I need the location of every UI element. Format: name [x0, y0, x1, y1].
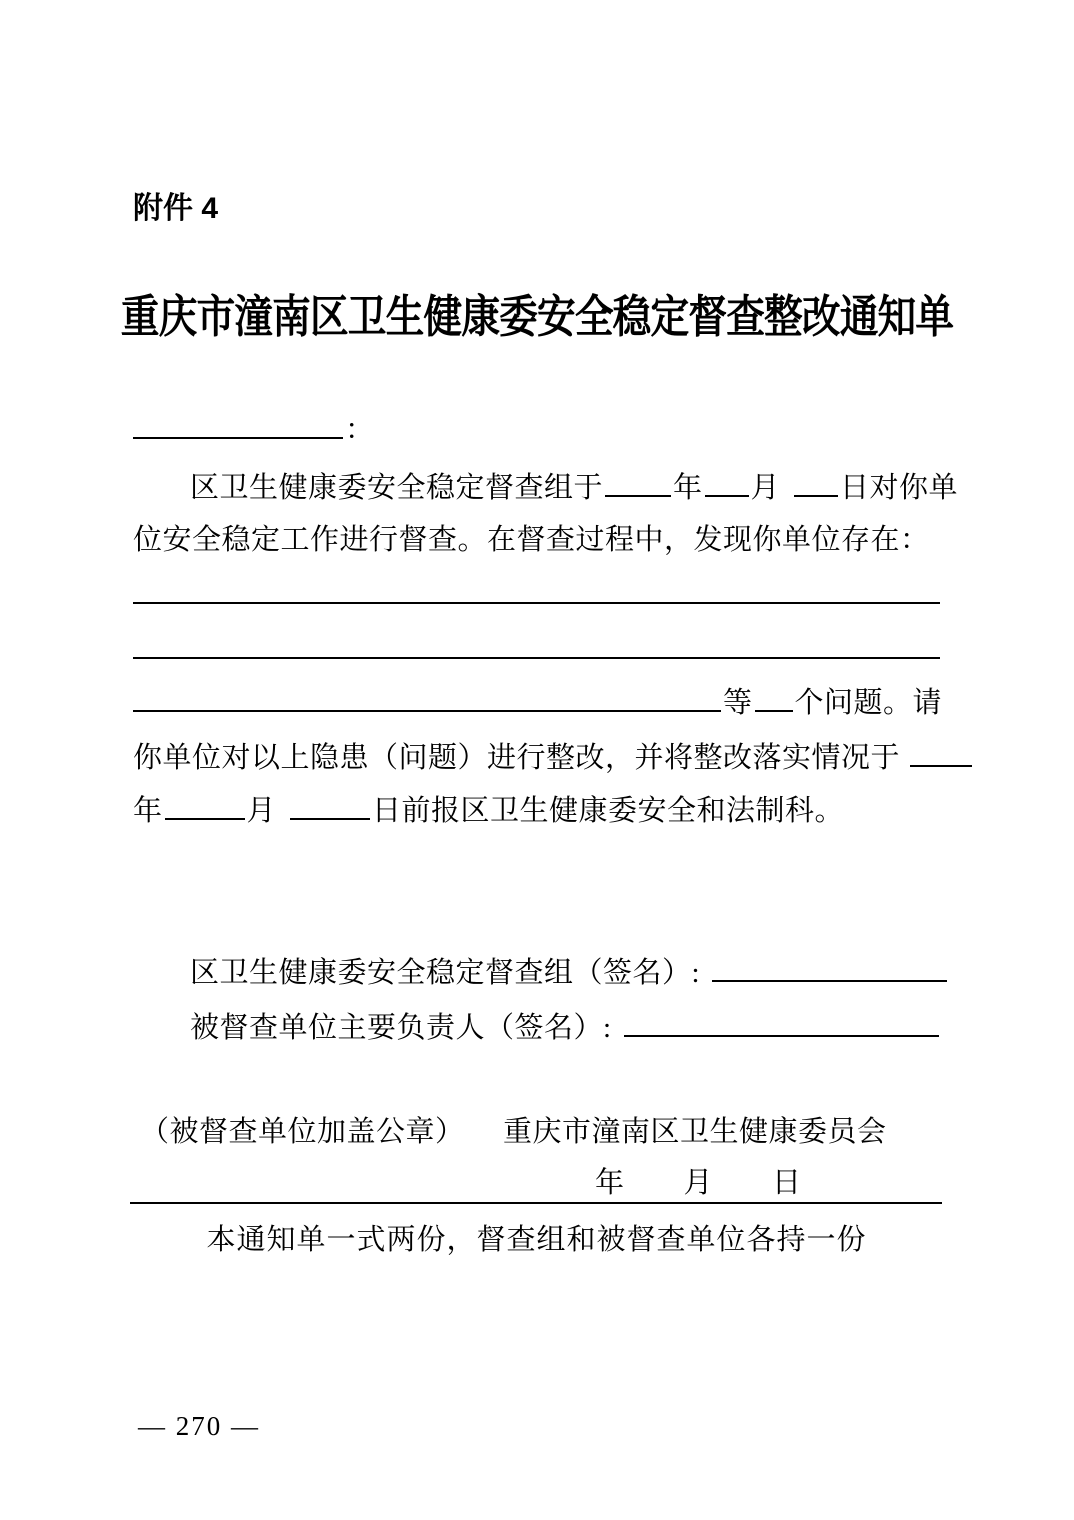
problems-blank-line-3: [133, 681, 721, 712]
body-line-6: [133, 736, 940, 779]
stamp-date-line: [595, 1162, 802, 1204]
day-label-and-text: 日对你单: [840, 472, 959, 504]
deadline-year-blank: [910, 736, 972, 767]
body-line-1-text: 区卫生健康委安全稳定督查组于: [190, 472, 604, 504]
addressee-blank: [133, 408, 343, 439]
year-label: 年: [673, 472, 703, 504]
seal-note: [140, 1111, 465, 1153]
addressee-line: [133, 408, 940, 451]
deadline-day-blank: [290, 789, 370, 820]
seal-note-text: （被督查单位加盖公章）: [140, 1116, 465, 1148]
footer-note: [133, 1219, 940, 1261]
document-title-row: [0, 287, 1074, 358]
attachment-label: 附件 4: [133, 192, 219, 225]
addressee-colon: ：: [345, 414, 375, 446]
unit-signature-blank: [624, 1006, 939, 1037]
month-label: 月: [750, 472, 781, 504]
inspector-signature-blank: [712, 951, 947, 982]
body-line-7: [133, 789, 940, 832]
stamp-date-text: 年 月 日: [595, 1167, 802, 1199]
day-blank: [794, 466, 838, 497]
unit-signature-line: [190, 1006, 941, 1049]
body-line-6-text: 你单位对以上隐患（问题）进行整改，并将整改落实情况于: [133, 742, 901, 774]
page-number: [138, 1408, 260, 1444]
inspector-signature-line: [190, 951, 949, 994]
authority-name-text: 重庆市潼南区卫生健康委员会: [503, 1116, 887, 1148]
body-line-5-text: 个问题。请: [794, 687, 943, 719]
body-line-2: [133, 519, 940, 561]
document-title: 重庆市潼南区卫生健康委安全稳定督查整改通知单: [120, 292, 954, 342]
body-line-2-text: 位安全稳定工作进行督查。在督查过程中，发现你单位存在：: [133, 524, 930, 556]
problems-blank-line-2: [133, 627, 940, 659]
deadline-month-label: 月: [246, 795, 277, 827]
unit-signature-label: 被督查单位主要负责人（签名）:: [190, 1012, 612, 1044]
deadline-year-label: 年: [133, 795, 163, 827]
footer-note-text: 本通知单一式两份，督查组和被督查单位各持一份: [206, 1224, 867, 1256]
authority-name: [503, 1111, 887, 1153]
page-number-text: — 270 —: [138, 1411, 260, 1441]
deng-label: 等: [723, 687, 753, 719]
year-blank: [605, 466, 671, 497]
body-line-1: [133, 466, 959, 509]
problem-count-blank: [755, 681, 793, 712]
body-line-7-text: 日前报区卫生健康委安全和法制科。: [372, 795, 845, 827]
body-line-5: [133, 681, 943, 724]
problems-blank-line-1: [133, 572, 940, 604]
deadline-month-blank: [165, 789, 245, 820]
inspector-signature-label: 区卫生健康委安全稳定督查组（签名）:: [190, 957, 701, 989]
month-blank: [705, 466, 749, 497]
footer-divider: [130, 1202, 942, 1204]
